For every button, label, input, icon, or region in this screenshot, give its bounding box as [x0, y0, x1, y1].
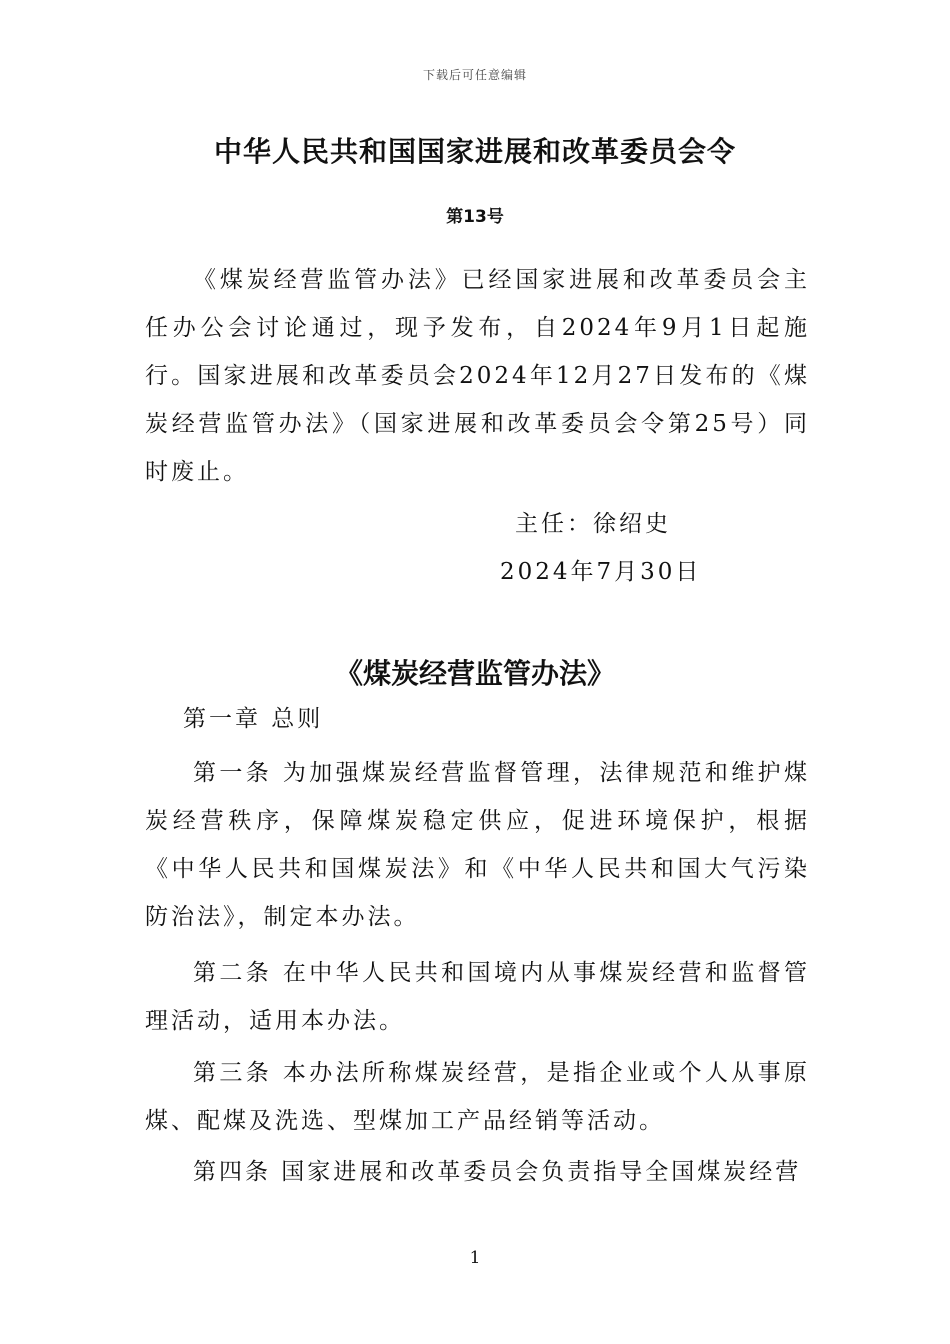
order-date: 2024年7月30日 [500, 559, 702, 585]
page-number: 1 [469, 1248, 481, 1268]
order-number: 第13号 [446, 207, 504, 227]
article-1: 第一条 为加强煤炭经营监督管理，法律规范和维护煤炭经营秩序，保障煤炭稳定供应，促进环境保护，根据《中华人民共和国煤炭法》和《中华人民共和国大气污染防治法》，制定本办法。 [145, 760, 810, 930]
article-3: 第三条 本办法所称煤炭经营，是指企业或个人从事原煤、配煤及洗选、型煤加工产品经销等活动。 [145, 1060, 810, 1134]
chapter-heading: 第一章 总则 [183, 706, 324, 732]
header-note: 下载后可任意编辑 [422, 68, 527, 82]
article-2: 第二条 在中华人民共和国境内从事煤炭经营和监督管理活动，适用本办法。 [145, 960, 810, 1034]
article-4: 第四条 国家进展和改革委员会负责指导全国煤炭经营 [193, 1159, 802, 1185]
order-signature: 主任：徐绍史 [515, 511, 671, 537]
order-body: 《煤炭经营监管办法》已经国家进展和改革委员会主任办公会讨论通过，现予发布，自2024年9月1日起施行。国家进展和改革委员会2024年12月27日发布的《煤炭经营监管办法》（国家进展和改革委员会令第25号）同时废止。 [145, 267, 810, 485]
regulation-title: 《煤炭经营监管办法》 [334, 657, 615, 690]
order-title: 中华人民共和国国家进展和改革委员会令 [213, 135, 736, 168]
